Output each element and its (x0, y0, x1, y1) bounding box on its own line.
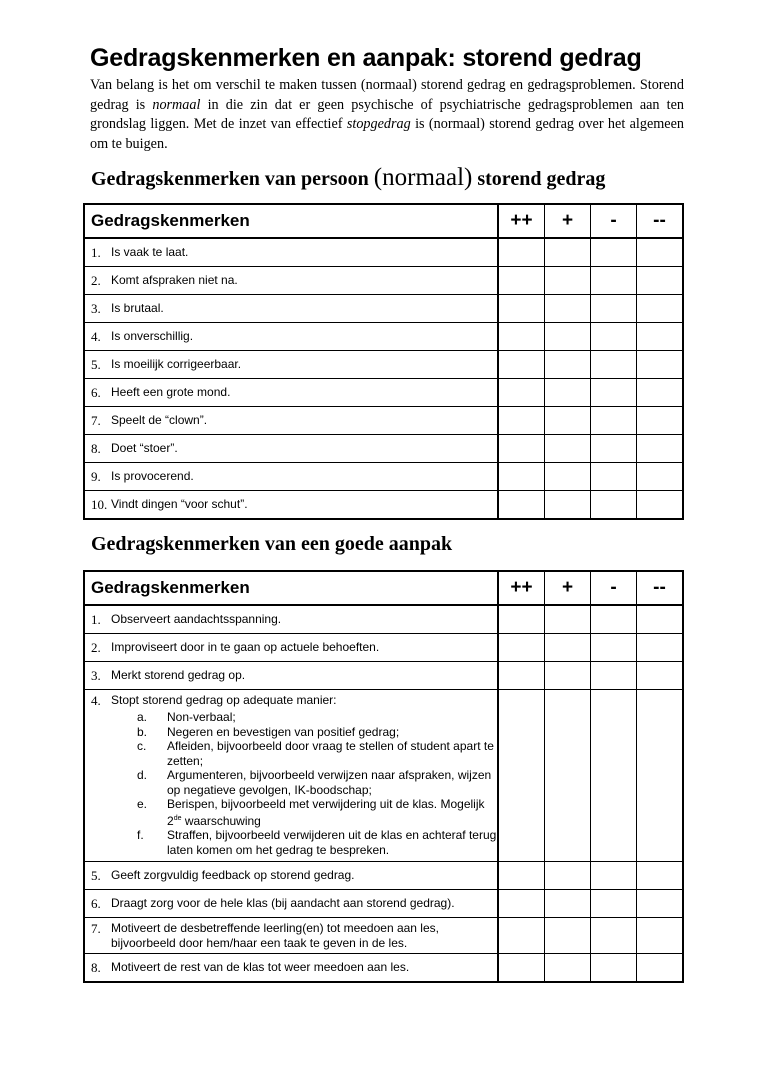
item-text: Is onverschillig. (111, 328, 194, 343)
rating-column-header: ++ (498, 571, 545, 605)
item-number: 9. (91, 468, 101, 484)
behaviour-cell (84, 634, 498, 662)
table-row (84, 954, 683, 983)
table-row (84, 862, 683, 890)
rating-cell-3[interactable] (591, 634, 637, 662)
behaviour-cell (84, 323, 498, 351)
rating-cell-4[interactable] (637, 634, 684, 662)
rating-cell-4[interactable] (637, 379, 684, 407)
item-number: 10. (91, 496, 108, 512)
table-row (84, 267, 683, 295)
item-text: Stopt storend gedrag op adequate manier: (111, 693, 337, 707)
item-number: 8. (91, 440, 101, 456)
rating-cell-3[interactable] (591, 605, 637, 634)
rating-cell-1[interactable] (498, 662, 545, 690)
rating-cell-3[interactable] (591, 954, 637, 983)
rating-column-header: + (545, 204, 591, 238)
heading-text: (normaal) (373, 164, 473, 191)
sub-list-item (111, 797, 497, 828)
rating-cell-2[interactable] (545, 238, 591, 267)
rating-cell-1[interactable] (498, 918, 545, 954)
sub-item-letter: a. (137, 710, 148, 724)
sub-list-item (111, 725, 497, 740)
rating-cell-3[interactable] (591, 351, 637, 379)
rating-column-header: -- (637, 571, 684, 605)
rating-cell-2[interactable] (545, 890, 591, 918)
rating-cell-1[interactable] (498, 238, 545, 267)
item-number: 5. (91, 867, 101, 883)
rating-cell-3[interactable] (591, 295, 637, 323)
sub-item-text: waarschuwing (181, 813, 261, 828)
table-row (84, 351, 683, 379)
column-header: Gedragskenmerken (84, 204, 498, 238)
sub-item-text: Afleiden, bijvoorbeeld door vraag te stellen of student apart te zetten; (167, 739, 494, 768)
rating-cell-1[interactable] (498, 323, 545, 351)
table-header-row (84, 571, 683, 605)
item-text: Merkt storend gedrag op. (111, 667, 246, 682)
item-text: Motiveert de desbetreffende leerling(en) tot meedoen aan les, bijvoorbeeld door hem/haar een taak te geven in de les. (111, 921, 439, 950)
behaviour-cell (84, 918, 498, 954)
sub-item-letter: c. (137, 739, 147, 753)
superscript: de (173, 814, 182, 822)
rating-cell-3[interactable] (591, 435, 637, 463)
sub-list-item (111, 710, 497, 725)
behaviour-cell (84, 351, 498, 379)
heading-text: storend gedrag (472, 168, 606, 190)
rating-cell-3[interactable] (591, 491, 637, 520)
rating-cell-1[interactable] (498, 267, 545, 295)
rating-cell-3[interactable] (591, 918, 637, 954)
sub-item-text: Berispen, bijvoorbeeld met verwijdering uit de klas. Mogelijk 2 (167, 797, 485, 828)
item-number: 4. (91, 693, 101, 708)
rating-cell-2[interactable] (545, 954, 591, 983)
rating-cell-3[interactable] (591, 238, 637, 267)
rating-cell-1[interactable] (498, 690, 545, 862)
rating-cell-1[interactable] (498, 605, 545, 634)
rating-cell-1[interactable] (498, 407, 545, 435)
item-text: Vindt dingen “voor schut”. (111, 496, 248, 511)
behaviour-cell (84, 491, 498, 520)
rating-cell-4[interactable] (637, 295, 684, 323)
item-text: Is brutaal. (111, 300, 164, 315)
intro-paragraph (90, 76, 684, 154)
rating-cell-4[interactable] (637, 323, 684, 351)
rating-cell-2[interactable] (545, 605, 591, 634)
table-row (84, 918, 683, 954)
item-number: 2. (91, 639, 101, 655)
rating-cell-2[interactable] (545, 323, 591, 351)
rating-cell-4[interactable] (637, 435, 684, 463)
item-number: 6. (91, 384, 101, 400)
item-text: Is provocerend. (111, 468, 194, 483)
item-number: 2. (91, 272, 101, 288)
rating-cell-2[interactable] (545, 379, 591, 407)
rating-cell-4[interactable] (637, 890, 684, 918)
rating-cell-4[interactable] (637, 862, 684, 890)
behaviour-cell (84, 605, 498, 634)
sub-item-text: Negeren en bevestigen van positief gedrag; (167, 724, 400, 739)
behaviour-cell (84, 862, 498, 890)
section2-heading: Gedragskenmerken van een goede aanpak (91, 533, 453, 555)
table-row (84, 605, 683, 634)
item-number: 3. (91, 667, 101, 683)
rating-cell-4[interactable] (637, 662, 684, 690)
intro-text: is (normaal) storend gedrag over het algemeen om te buigen. (90, 116, 684, 152)
item-number: 4. (91, 328, 101, 344)
behaviour-cell (84, 463, 498, 491)
rating-cell-1[interactable] (498, 379, 545, 407)
rating-cell-3[interactable] (591, 862, 637, 890)
rating-cell-3[interactable] (591, 890, 637, 918)
rating-cell-2[interactable] (545, 267, 591, 295)
column-header: Gedragskenmerken (84, 571, 498, 605)
item-text: Observeert aandachtsspanning. (111, 611, 282, 626)
table-row (84, 463, 683, 491)
table-header-row (84, 204, 683, 238)
behaviour-cell (84, 238, 498, 267)
sub-item-letter: e. (137, 797, 148, 811)
intro-text: Van belang is het om verschil te maken tussen (normaal) storend gedrag en gedragsproblemen. Storend gedrag is (90, 77, 684, 113)
behaviour-cell (84, 954, 498, 983)
rating-cell-1[interactable] (498, 634, 545, 662)
rating-cell-3[interactable] (591, 379, 637, 407)
rating-cell-4[interactable] (637, 463, 684, 491)
item-text: Is vaak te laat. (111, 244, 189, 259)
item-text: Motiveert de rest van de klas tot weer meedoen aan les. (111, 959, 410, 974)
rating-cell-3[interactable] (591, 690, 637, 862)
rating-column-header: - (591, 204, 637, 238)
item-number: 7. (91, 921, 101, 936)
table-row (84, 323, 683, 351)
item-text: Speelt de “clown”. (111, 412, 208, 427)
behaviour-cell (84, 662, 498, 690)
sub-list (111, 710, 497, 857)
rating-cell-2[interactable] (545, 435, 591, 463)
rating-cell-4[interactable] (637, 690, 684, 862)
rating-cell-4[interactable] (637, 954, 684, 983)
sub-item-text: Straffen, bijvoorbeeld verwijderen uit de klas en achteraf terug laten komen om het gedrag te bespreken. (167, 828, 497, 857)
rating-cell-3[interactable] (591, 463, 637, 491)
rating-cell-4[interactable] (637, 351, 684, 379)
rating-column-header: -- (637, 204, 684, 238)
item-text: Geeft zorgvuldig feedback op storend gedrag. (111, 867, 355, 882)
rating-cell-1[interactable] (498, 463, 545, 491)
item-text: Komt afspraken niet na. (111, 272, 238, 287)
rating-cell-2[interactable] (545, 918, 591, 954)
rating-cell-1[interactable] (498, 862, 545, 890)
item-number: 1. (91, 611, 101, 627)
rating-column-header: ++ (498, 204, 545, 238)
table-row (84, 407, 683, 435)
item-text: Draagt zorg voor de hele klas (bij aandacht aan storend gedrag). (111, 895, 455, 910)
rating-cell-1[interactable] (498, 890, 545, 918)
rating-cell-4[interactable] (637, 267, 684, 295)
behaviour-cell (84, 890, 498, 918)
item-number: 7. (91, 412, 101, 428)
table-row (84, 662, 683, 690)
rating-cell-2[interactable] (545, 662, 591, 690)
behaviour-cell (84, 295, 498, 323)
intro-emphasis: normaal (152, 96, 201, 113)
rating-cell-1[interactable] (498, 435, 545, 463)
table-row (84, 634, 683, 662)
item-text: Doet “stoer”. (111, 440, 178, 455)
sub-list-item (111, 739, 497, 768)
item-number: 1. (91, 244, 101, 260)
behaviour-cell (84, 407, 498, 435)
sub-item-letter: d. (137, 768, 148, 782)
table-row (84, 379, 683, 407)
rating-cell-3[interactable] (591, 662, 637, 690)
behaviour-cell (84, 435, 498, 463)
rating-cell-2[interactable] (545, 351, 591, 379)
page-title: Gedragskenmerken en aanpak: storend gedrag (90, 44, 642, 72)
item-number: 8. (91, 959, 101, 975)
behaviour-cell (84, 690, 498, 862)
rating-cell-2[interactable] (545, 407, 591, 435)
rating-cell-3[interactable] (591, 267, 637, 295)
behaviour-cell (84, 379, 498, 407)
rating-cell-4[interactable] (637, 407, 684, 435)
rating-cell-4[interactable] (637, 605, 684, 634)
behaviour-cell (84, 267, 498, 295)
section1-heading (91, 164, 605, 192)
item-number: 3. (91, 300, 101, 316)
intro-text: in die zin dat er geen psychische of psychiatrische gedragsproblemen aan ten grondslag liggen. Met de inzet van effectief (90, 96, 684, 132)
item-number: 6. (91, 895, 101, 911)
rating-cell-1[interactable] (498, 954, 545, 983)
sub-list-item (111, 828, 497, 857)
item-text: Improviseert door in te gaan op actuele behoeften. (111, 639, 380, 654)
rating-cell-1[interactable] (498, 351, 545, 379)
rating-cell-2[interactable] (545, 491, 591, 520)
rating-column-header: - (591, 571, 637, 605)
rating-column-header: + (545, 571, 591, 605)
item-number: 5. (91, 356, 101, 372)
sub-item-text: Argumenteren, bijvoorbeeld verwijzen naar afspraken, wijzen op negatieve gevolgen, IK-boodschap; (167, 768, 492, 797)
rating-cell-2[interactable] (545, 634, 591, 662)
rating-cell-1[interactable] (498, 295, 545, 323)
rating-cell-2[interactable] (545, 463, 591, 491)
item-text: Heeft een grote mond. (111, 384, 231, 399)
rating-cell-3[interactable] (591, 407, 637, 435)
table-row (84, 491, 683, 520)
rating-cell-2[interactable] (545, 862, 591, 890)
rating-cell-2[interactable] (545, 295, 591, 323)
table-row (84, 435, 683, 463)
person-behaviour-table (83, 203, 684, 520)
sub-list-item (111, 768, 497, 797)
approach-table (83, 570, 684, 983)
rating-cell-4[interactable] (637, 238, 684, 267)
table-row (84, 238, 683, 267)
rating-cell-1[interactable] (498, 491, 545, 520)
sub-item-letter: f. (137, 828, 144, 842)
intro-emphasis: stopgedrag (346, 116, 411, 132)
sub-item-letter: b. (137, 724, 148, 739)
heading-text: Gedragskenmerken van persoon (91, 168, 374, 190)
rating-cell-4[interactable] (637, 918, 684, 954)
table-row (84, 690, 683, 862)
item-text: Is moeilijk corrigeerbaar. (111, 356, 242, 371)
rating-cell-4[interactable] (637, 491, 684, 520)
rating-cell-3[interactable] (591, 323, 637, 351)
table-row (84, 295, 683, 323)
sub-item-text: Non-verbaal; (167, 710, 236, 724)
table-row (84, 890, 683, 918)
rating-cell-2[interactable] (545, 690, 591, 862)
